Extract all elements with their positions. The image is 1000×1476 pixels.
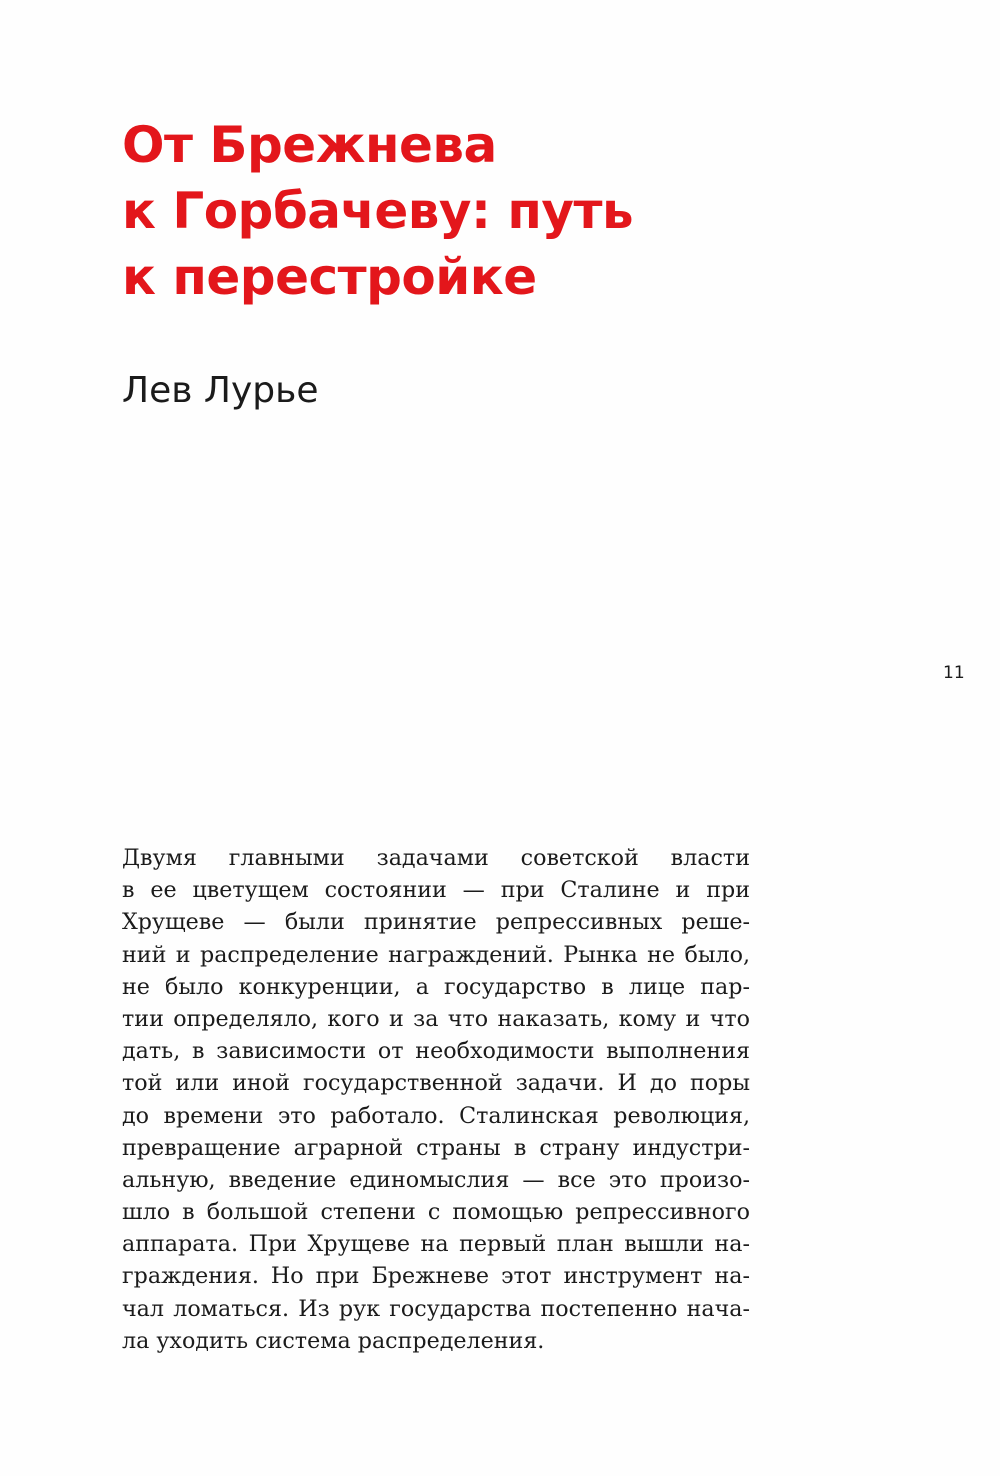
text-line: ний и распределение награждений. Рынка не было, [122, 941, 750, 968]
text-line: граждения. Но при Брежневе этот инструмент на- [122, 1263, 750, 1290]
text-line: ла уходить система распределения. [122, 1327, 545, 1354]
chapter-title-line: к перестройке [122, 248, 537, 306]
text-line: альную, введение единомыслия — все это произо- [122, 1166, 750, 1193]
chapter-title-line: к Горбачеву: путь [122, 182, 634, 240]
text-line: шло в большой степени с помощью репрессивного [122, 1199, 750, 1226]
text-line: дать, в зависимости от необходимости выполнения [122, 1038, 750, 1065]
text-line: не было конкуренции, а государство в лице пар- [122, 973, 750, 1000]
text-line: в ее цветущем состоянии — при Сталине и при [122, 877, 750, 904]
body-paragraph [122, 842, 750, 1357]
text-line: до времени это работало. Сталинская революция, [122, 1102, 750, 1129]
text-line: превращение аграрной страны в страну индустри- [122, 1134, 750, 1161]
text-line: чал ломаться. Из рук государства постепенно нача- [122, 1295, 750, 1322]
chapter-title [122, 112, 722, 310]
text-line: той или иной государственной задачи. И до поры [122, 1070, 750, 1097]
text-line: аппарата. При Хрущеве на первый план вышли на- [122, 1231, 750, 1258]
chapter-title-line: От Брежнева [122, 116, 497, 174]
page-number: 11 [943, 663, 965, 683]
author-name: Лев Лурье [122, 370, 319, 411]
text-line: Двумя главными задачами советской власти [122, 845, 750, 871]
text-line: Хрущеве — были принятие репрессивных реше- [122, 909, 750, 936]
text-line: тии определяло, кого и за что наказать, кому и что [122, 1005, 750, 1032]
